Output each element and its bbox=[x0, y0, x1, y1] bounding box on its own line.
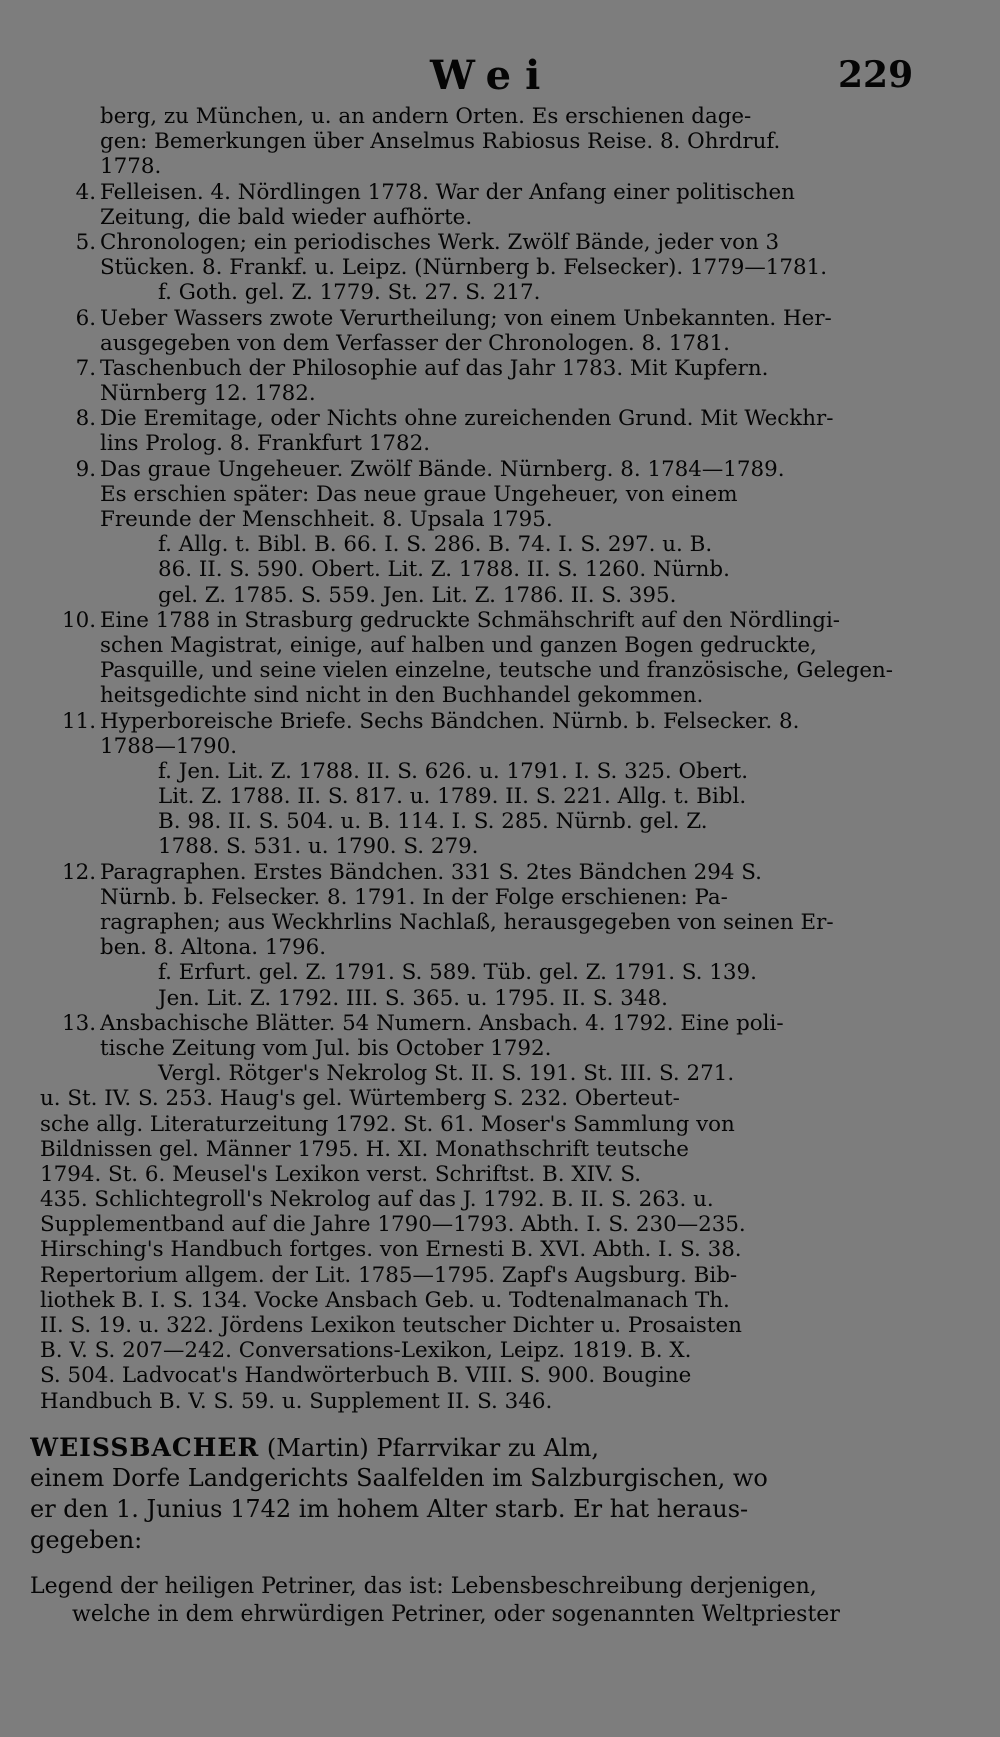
entry-line: heitsgedichte sind nicht in den Buchhandel gekommen. bbox=[100, 683, 704, 709]
entry-line: Die Eremitage, oder Nichts ohne zureichenden Grund. Mit Weckhr- bbox=[100, 406, 834, 432]
entry-reference-line: Vergl. Rötger's Nekrolog St. II. S. 191. St. III. S. 271. bbox=[158, 1061, 735, 1087]
entry-2 bbox=[40, 230, 900, 306]
entry-number: 6. bbox=[75, 305, 96, 331]
entry-reference-line: Jen. Lit. Z. 1792. III. S. 365. u. 1795. II. S. 348. bbox=[158, 985, 668, 1011]
running-head: Wei bbox=[430, 52, 555, 99]
entry-reference-line: Repertorium allgem. der Lit. 1785—1795. Zapf's Augsburg. Bib- bbox=[40, 1262, 738, 1288]
entry-line: Stücken. 8. Frankf. u. Leipz. (Nürnberg b. Felsecker). 1779—1781. bbox=[100, 255, 828, 281]
entry-text bbox=[100, 104, 900, 180]
entry-reference-line: f. Erfurt. gel. Z. 1791. S. 589. Tüb. gel. Z. 1791. S. 139. bbox=[158, 960, 757, 986]
entry-text bbox=[100, 180, 900, 230]
work-line-0: Legend der heiligen Petriner, das ist: Lebensbeschreibung derjenigen, bbox=[30, 1574, 817, 1599]
entry-line: Zeitung, die bald wieder aufhörte. bbox=[100, 204, 473, 230]
entry-reference-line: B. 98. II. S. 504. u. B. 114. I. S. 285. Nürnb. gel. Z. bbox=[158, 809, 708, 835]
entry-text bbox=[100, 356, 900, 406]
entry-line: lins Prolog. 8. Frankfurt 1782. bbox=[100, 431, 431, 457]
entry-number: 12. bbox=[61, 859, 96, 885]
biography-entry bbox=[30, 1432, 900, 1556]
entry-3 bbox=[40, 306, 900, 356]
entry-reference-line: f. Allg. t. Bibl. B. 66. I. S. 286. B. 74. I. S. 297. u. B. bbox=[158, 532, 713, 558]
entry-line: berg, zu München, u. an andern Orten. Es erschienen dage- bbox=[100, 104, 752, 129]
entry-reference-line: 1788. S. 531. u. 1790. S. 279. bbox=[158, 834, 479, 860]
entry-text bbox=[100, 457, 900, 608]
entry-text bbox=[100, 230, 900, 306]
entry-line: ragraphen; aus Weckhrlins Nachlaß, herausgegeben von seinen Er- bbox=[100, 910, 834, 935]
bio-line-2: er den 1. Junius 1742 im hohem Alter starb. Er hat heraus- bbox=[30, 1495, 749, 1523]
entry-reference-line: Hirsching's Handbuch fortges. von Ernesti B. XVI. Abth. I. S. 38. bbox=[40, 1237, 742, 1263]
entry-line: schen Magistrat, einige, auf halben und ganzen Bogen gedruckte, bbox=[100, 632, 817, 658]
entry-line: Freunde der Menschheit. 8. Upsala 1795. bbox=[100, 507, 553, 532]
entry-number: 9. bbox=[75, 456, 96, 482]
page-number: 229 bbox=[838, 54, 914, 96]
entry-number: 10. bbox=[61, 607, 96, 633]
entry-line: Nürnberg 12. 1782. bbox=[100, 381, 316, 407]
page-header bbox=[0, 52, 1000, 112]
entry-line: Eine 1788 in Strasburg gedruckte Schmähschrift auf den Nördlingi- bbox=[100, 607, 841, 633]
entry-text bbox=[100, 306, 900, 356]
entry-reference-line: u. St. IV. S. 253. Haug's gel. Würtemberg S. 232. Oberteut- bbox=[40, 1086, 680, 1112]
entry-9 bbox=[40, 860, 900, 1011]
entry-number: 13. bbox=[61, 1010, 96, 1036]
work-line-1: welche in dem ehrwürdigen Petriner, oder sogenannten Weltpriester bbox=[72, 1602, 840, 1627]
entry-text bbox=[40, 1010, 900, 1414]
entry-reference-line: B. V. S. 207—242. Conversations-Lexikon, Leipz. 1819. B. X. bbox=[40, 1338, 692, 1364]
entry-reference-line: Handbuch B. V. S. 59. u. Supplement II. S. 346. bbox=[40, 1388, 553, 1414]
entry-text bbox=[100, 608, 900, 709]
entry-reference-line: 86. II. S. 590. Obert. Lit. Z. 1788. II. S. 1260. Nürnb. bbox=[158, 557, 730, 583]
entry-reference-line: sche allg. Literaturzeitung 1792. St. 61. Moser's Sammlung von bbox=[40, 1111, 735, 1137]
bio-line-0-text: (Martin) Pfarrvikar zu Alm, bbox=[266, 1434, 599, 1462]
entry-line: 1788—1790. bbox=[100, 733, 238, 759]
entry-reference-line: Lit. Z. 1788. II. S. 817. u. 1789. II. S. 221. Allg. t. Bibl. bbox=[158, 784, 747, 810]
entry-text bbox=[100, 860, 900, 1011]
entry-reference-line: f. Goth. gel. Z. 1779. St. 27. S. 217. bbox=[158, 280, 541, 306]
entry-line: Hyperboreische Briefe. Sechs Bändchen. Nürnb. b. Felsecker. 8. bbox=[100, 708, 800, 734]
entry-7 bbox=[40, 608, 900, 709]
entry-line: Felleisen. 4. Nördlingen 1778. War der Anfang einer politischen bbox=[100, 179, 795, 205]
bio-line-3: gegeben: bbox=[30, 1526, 143, 1554]
entry-reference-line: 1794. St. 6. Meusel's Lexikon verst. Schriftst. B. XIV. S. bbox=[40, 1161, 642, 1187]
entry-line: 1778. bbox=[100, 154, 162, 180]
entry-5 bbox=[40, 406, 900, 456]
entry-line: Das graue Ungeheuer. Zwölf Bände. Nürnberg. 8. 1784—1789. bbox=[100, 456, 785, 482]
entry-line: tische Zeitung vom Jul. bis October 1792. bbox=[100, 1035, 552, 1061]
entry-line: Ansbachische Blätter. 54 Numern. Ansbach. 4. 1792. Eine poli- bbox=[100, 1010, 784, 1036]
entry-reference-line: f. Jen. Lit. Z. 1788. II. S. 626. u. 1791. I. S. 325. Obert. bbox=[158, 758, 749, 784]
entry-reference-line: gel. Z. 1785. S. 559. Jen. Lit. Z. 1786. II. S. 395. bbox=[158, 582, 677, 608]
entry-number: 8. bbox=[75, 406, 96, 432]
entry-reference-line: liothek B. I. S. 134. Vocke Ansbach Geb. u. Todtenalmanach Th. bbox=[40, 1287, 730, 1313]
entry-0 bbox=[40, 104, 900, 180]
entry-number: 7. bbox=[75, 355, 96, 381]
entry-line: Taschenbuch der Philosophie auf das Jahr 1783. Mit Kupfern. bbox=[100, 355, 769, 381]
entry-4 bbox=[40, 356, 900, 406]
entry-text bbox=[100, 709, 900, 860]
entry-line: gen: Bemerkungen über Anselmus Rabiosus Reise. 8. Ohrdruf. bbox=[100, 129, 781, 155]
entry-1 bbox=[40, 180, 900, 230]
entry-reference-line: II. S. 19. u. 322. Jördens Lexikon teutscher Dichter u. Prosaisten bbox=[40, 1313, 742, 1338]
bio-line-1: einem Dorfe Landgerichts Saalfelden im Salzburgischen, wo bbox=[30, 1464, 768, 1492]
entry-line: Chronologen; ein periodisches Werk. Zwölf Bände, jeder von 3 bbox=[100, 229, 780, 255]
entry-number: 11. bbox=[61, 708, 96, 734]
entry-line: Es erschien später: Das neue graue Ungeheuer, von einem bbox=[100, 481, 738, 507]
bio-line-0 bbox=[30, 1432, 900, 1463]
bio-name: WEISSBACHER bbox=[30, 1433, 260, 1462]
entry-reference-line: S. 504. Ladvocat's Handwörterbuch B. VIII. S. 900. Bougine bbox=[40, 1363, 692, 1389]
entry-line: Nürnb. b. Felsecker. 8. 1791. In der Folge erschienen: Pa- bbox=[100, 884, 728, 910]
entry-6 bbox=[40, 457, 900, 608]
entry-text bbox=[100, 406, 900, 456]
entry-line: ben. 8. Altona. 1796. bbox=[100, 935, 327, 961]
entry-line: Paragraphen. Erstes Bändchen. 331 S. 2tes Bändchen 294 S. bbox=[100, 859, 762, 885]
entry-number: 4. bbox=[75, 179, 96, 205]
entry-number: 5. bbox=[75, 229, 96, 255]
entry-10 bbox=[40, 1011, 900, 1414]
works-list bbox=[30, 1573, 900, 1629]
entry-line: Pasquille, und seine vielen einzelne, teutsche und französische, Gelegen- bbox=[100, 658, 894, 684]
entry-line: Ueber Wassers zwote Verurtheilung; von einem Unbekannten. Her- bbox=[100, 305, 832, 331]
entry-list bbox=[40, 104, 900, 1414]
entry-reference-line: 435. Schlichtegroll's Nekrolog auf das J. 1792. B. II. S. 263. u. bbox=[40, 1187, 714, 1213]
entry-reference-line: Bildnissen gel. Männer 1795. H. XI. Monathschrift teutsche bbox=[40, 1136, 689, 1162]
entry-reference-line: Supplementband auf die Jahre 1790—1793. Abth. I. S. 230—235. bbox=[40, 1212, 746, 1238]
entry-8 bbox=[40, 709, 900, 860]
entry-line: ausgegeben von dem Verfasser der Chronologen. 8. 1781. bbox=[100, 330, 730, 356]
